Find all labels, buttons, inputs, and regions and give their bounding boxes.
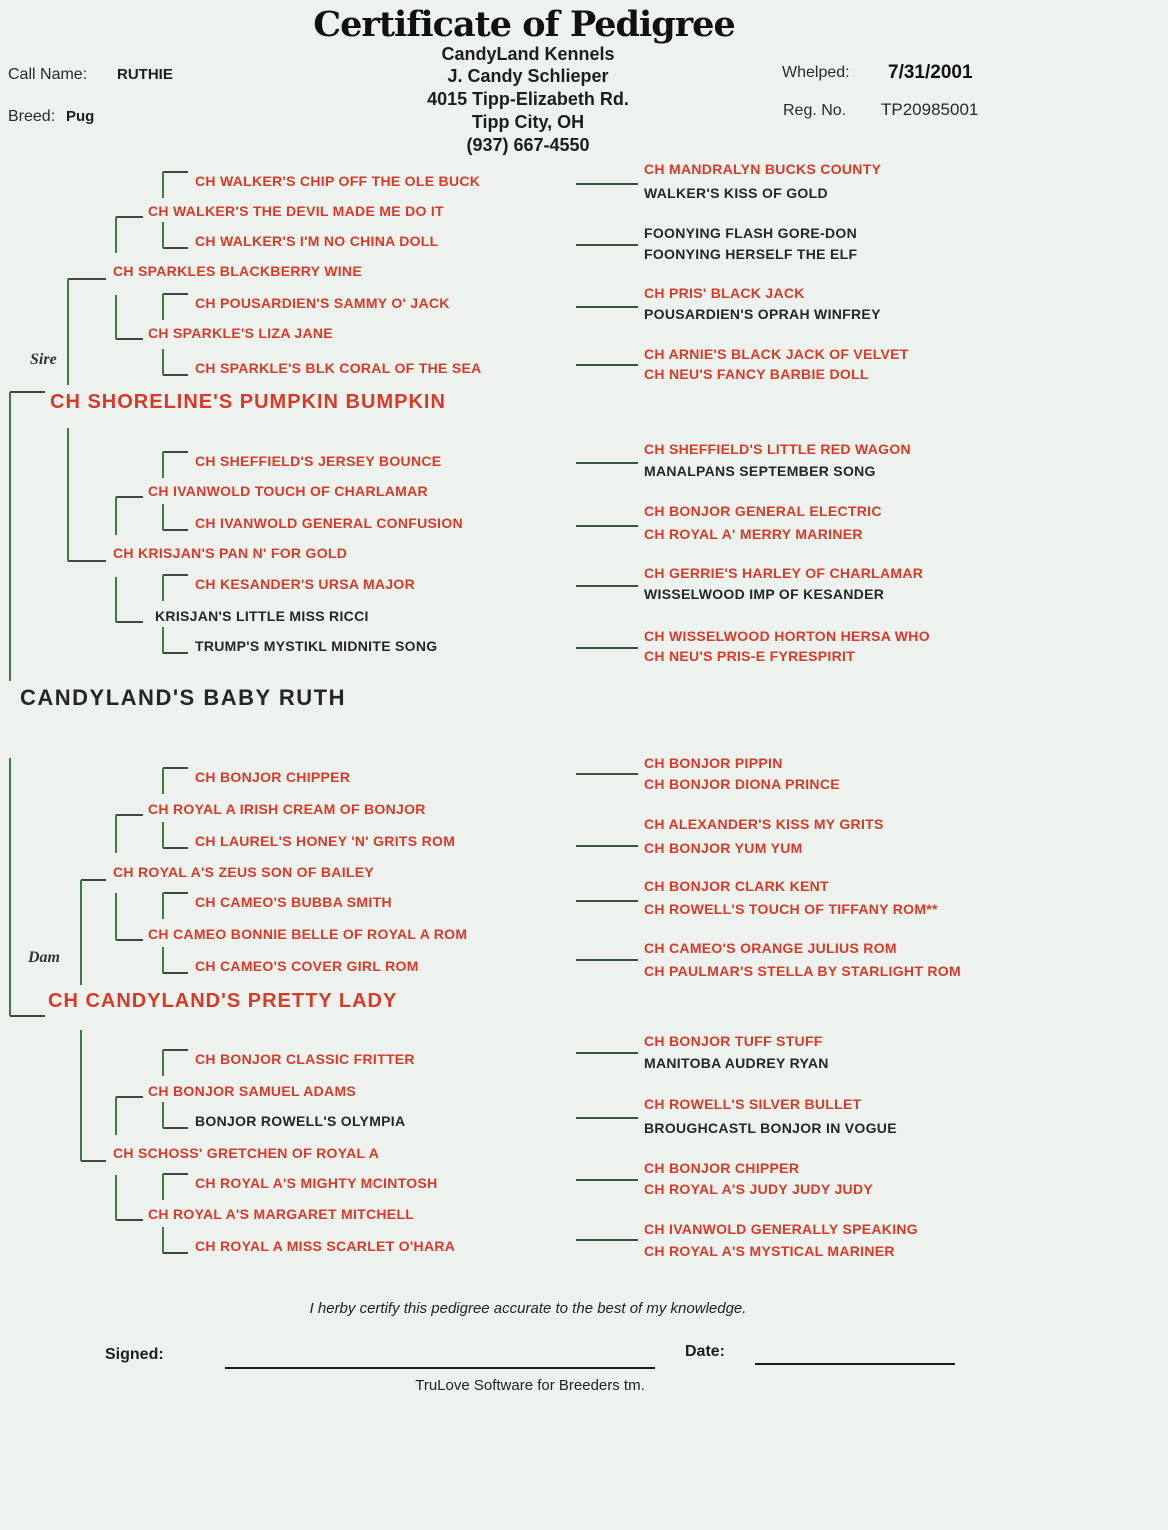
sire-name: CH SHORELINE'S PUMPKIN BUMPKIN [50, 391, 446, 413]
kennel-name: CandyLand Kennels [441, 44, 615, 64]
gen6-dam-10: CH BONJOR YUM YUM [644, 840, 803, 856]
gen5-name-6: CH IVANWOLD GENERAL CONFUSION [195, 515, 463, 531]
gen6-dam-14: BROUGHCASTL BONJOR IN VOGUE [644, 1120, 897, 1136]
gen4-name-8: CH ROYAL A'S MARGARET MITCHELL [148, 1206, 415, 1222]
gen3-name-4: CH SCHOSS' GRETCHEN OF ROYAL A [113, 1145, 380, 1161]
gen6-sire-9: CH BONJOR PIPPIN [644, 755, 783, 771]
dam-name: CH CANDYLAND'S PRETTY LADY [48, 990, 398, 1012]
gen5-name-16: CH ROYAL A MISS SCARLET O'HARA [195, 1238, 456, 1254]
signed-label: Signed: [105, 1346, 164, 1363]
gen5-name-4: CH SPARKLE'S BLK CORAL OF THE SEA [195, 360, 482, 376]
sire-section-label: Sire [30, 351, 57, 368]
gen6-sire-4: CH ARNIE'S BLACK JACK OF VELVET [644, 346, 909, 362]
gen6-sire-11: CH BONJOR CLARK KENT [644, 878, 829, 894]
breed-value: Pug [66, 108, 95, 125]
gen5-name-15: CH ROYAL A'S MIGHTY MCINTOSH [195, 1175, 438, 1191]
gen6-dam-3: POUSARDIEN'S OPRAH WINFREY [644, 306, 881, 322]
reg-no-value: TP20985001 [881, 100, 979, 119]
certify-statement: I herby certify this pedigree accurate to the best of my knowledge. [309, 1300, 747, 1317]
gen6-sire-6: CH BONJOR GENERAL ELECTRIC [644, 503, 882, 519]
subject-dog-name: CANDYLAND'S BABY RUTH [20, 685, 346, 710]
gen6-sire-2: FOONYING FLASH GORE-DON [644, 225, 858, 241]
gen6-dam-16: CH ROYAL A'S MYSTICAL MARINER [644, 1243, 895, 1259]
gen5-name-11: CH CAMEO'S BUBBA SMITH [195, 894, 392, 910]
gen6-dam-5: MANALPANS SEPTEMBER SONG [644, 463, 876, 479]
whelped-value: 7/31/2001 [888, 62, 973, 83]
gen6-dam-1: WALKER'S KISS OF GOLD [644, 185, 828, 201]
gen6-dam-15: CH ROYAL A'S JUDY JUDY JUDY [644, 1181, 874, 1197]
gen4-name-7: CH BONJOR SAMUEL ADAMS [148, 1083, 357, 1099]
gen5-name-2: CH WALKER'S I'M NO CHINA DOLL [195, 233, 439, 249]
kennel-address-line1: 4015 Tipp-Elizabeth Rd. [427, 89, 629, 109]
gen4-name-6: CH CAMEO BONNIE BELLE OF ROYAL A ROM [148, 926, 468, 942]
call-name-label: Call Name: [8, 66, 88, 83]
gen6-dam-7: WISSELWOOD IMP OF KESANDER [644, 586, 885, 602]
gen6-sire-3: CH PRIS' BLACK JACK [644, 285, 805, 301]
software-credit: TruLove Software for Breeders tm. [415, 1377, 645, 1394]
gen4-name-3: CH IVANWOLD TOUCH OF CHARLAMAR [148, 483, 428, 499]
gen5-name-13: CH BONJOR CLASSIC FRITTER [195, 1051, 415, 1067]
reg-no-label: Reg. No. [783, 102, 847, 119]
certificate-title: Certificate of Pedigree [313, 4, 735, 45]
gen3-name-3: CH ROYAL A'S ZEUS SON OF BAILEY [113, 864, 375, 880]
gen3-name-1: CH SPARKLES BLACKBERRY WINE [113, 263, 362, 279]
gen6-sire-16: CH IVANWOLD GENERALLY SPEAKING [644, 1221, 918, 1237]
gen5-name-14: BONJOR ROWELL'S OLYMPIA [195, 1113, 406, 1129]
gen5-name-5: CH SHEFFIELD'S JERSEY BOUNCE [195, 453, 442, 469]
gen6-dam-2: FOONYING HERSELF THE ELF [644, 246, 858, 262]
gen4-name-2: CH SPARKLE'S LIZA JANE [148, 325, 333, 341]
breed-label: Breed: [8, 108, 56, 125]
gen4-name-1: CH WALKER'S THE DEVIL MADE ME DO IT [148, 203, 444, 219]
gen4-name-4: KRISJAN'S LITTLE MISS RICCI [155, 608, 369, 624]
gen6-dam-4: CH NEU'S FANCY BARBIE DOLL [644, 366, 869, 382]
gen6-sire-13: CH BONJOR TUFF STUFF [644, 1033, 823, 1049]
gen6-sire-5: CH SHEFFIELD'S LITTLE RED WAGON [644, 441, 911, 457]
gen5-name-8: TRUMP'S MYSTIKL MIDNITE SONG [195, 638, 438, 654]
gen6-sire-14: CH ROWELL'S SILVER BULLET [644, 1096, 862, 1112]
gen6-dam-6: CH ROYAL A' MERRY MARINER [644, 526, 863, 542]
gen5-name-3: CH POUSARDIEN'S SAMMY O' JACK [195, 295, 450, 311]
gen6-sire-8: CH WISSELWOOD HORTON HERSA WHO [644, 628, 930, 644]
gen6-dam-8: CH NEU'S PRIS-E FYRESPIRIT [644, 648, 856, 664]
gen6-dam-9: CH BONJOR DIONA PRINCE [644, 776, 840, 792]
dam-section-label: Dam [28, 949, 60, 966]
gen6-dam-12: CH PAULMAR'S STELLA BY STARLIGHT ROM [644, 963, 961, 979]
gen5-name-12: CH CAMEO'S COVER GIRL ROM [195, 958, 419, 974]
gen6-sire-7: CH GERRIE'S HARLEY OF CHARLAMAR [644, 565, 924, 581]
gen6-dam-11: CH ROWELL'S TOUCH OF TIFFANY ROM** [644, 901, 938, 917]
gen3-name-2: CH KRISJAN'S PAN N' FOR GOLD [113, 545, 348, 561]
gen6-dam-13: MANITOBA AUDREY RYAN [644, 1055, 829, 1071]
gen5-name-10: CH LAUREL'S HONEY 'N' GRITS ROM [195, 833, 456, 849]
gen6-sire-10: CH ALEXANDER'S KISS MY GRITS [644, 816, 884, 832]
gen4-name-5: CH ROYAL A IRISH CREAM OF BONJOR [148, 801, 426, 817]
gen5-name-9: CH BONJOR CHIPPER [195, 769, 351, 785]
date-label: Date: [685, 1343, 726, 1360]
call-name-value: RUTHIE [117, 66, 173, 83]
gen5-name-1: CH WALKER'S CHIP OFF THE OLE BUCK [195, 173, 481, 189]
kennel-address-line2: Tipp City, OH [471, 112, 585, 132]
gen6-sire-12: CH CAMEO'S ORANGE JULIUS ROM [644, 940, 897, 956]
breeder-name: J. Candy Schlieper [447, 66, 609, 86]
gen6-sire-1: CH MANDRALYN BUCKS COUNTY [644, 161, 882, 177]
whelped-label: Whelped: [782, 64, 850, 81]
gen6-sire-15: CH BONJOR CHIPPER [644, 1160, 800, 1176]
kennel-phone: (937) 667-4550 [466, 135, 590, 155]
gen5-name-7: CH KESANDER'S URSA MAJOR [195, 576, 416, 592]
